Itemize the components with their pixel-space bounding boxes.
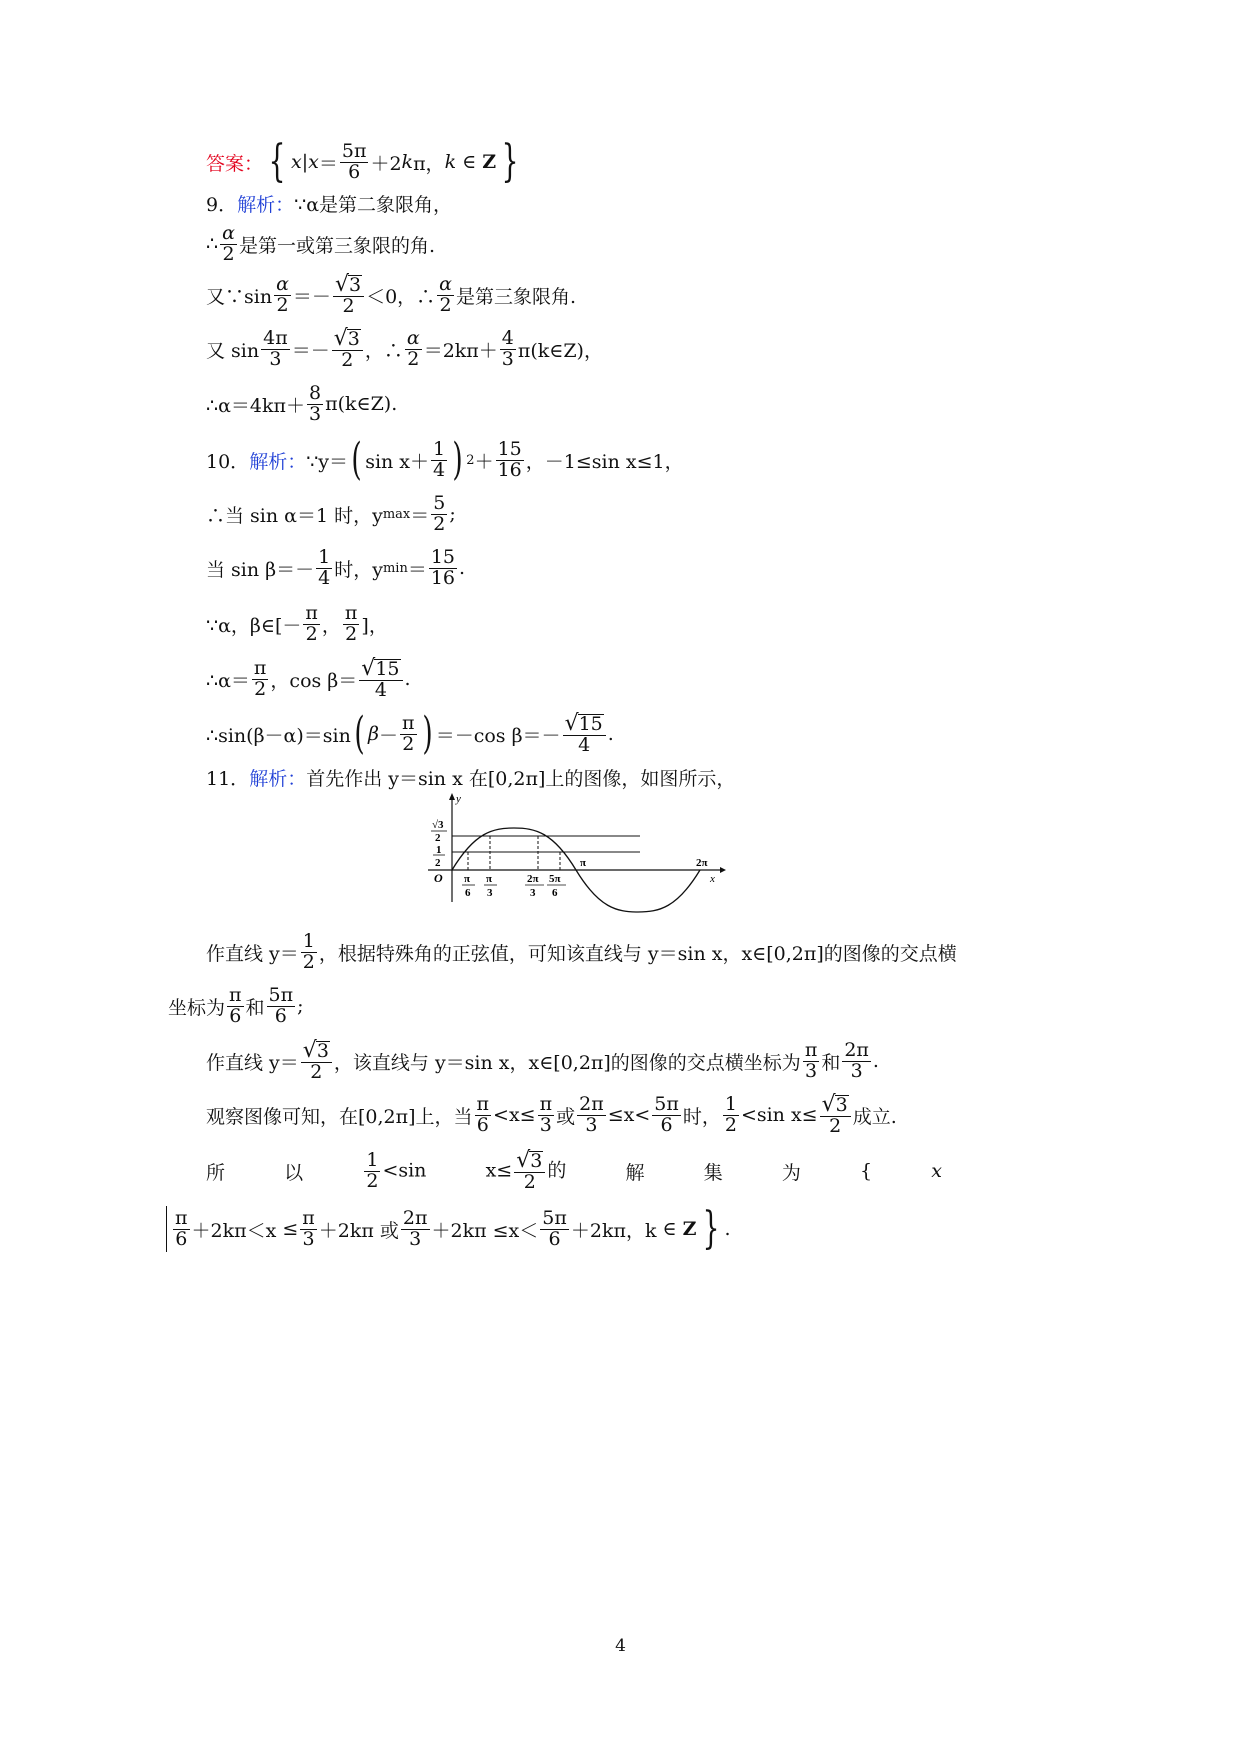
text: ＝－: [292, 285, 331, 308]
svg-text:2π: 2π: [527, 873, 539, 885]
left-brace: {: [268, 136, 286, 187]
q11-para-4: 所 以 $\frac{1}{2}$ <sin x≤ √ 3 2 的 解 集 为 { x: [206, 1148, 942, 1193]
subscript: min: [382, 560, 408, 576]
svg-text:2: 2: [435, 857, 441, 869]
text: 时，: [682, 1105, 721, 1128]
text: 为: [781, 1161, 801, 1184]
q10-line-4: ∵α，β∈[－ $\frac{\pi}{2}$ ， $\frac{\pi}{2}$ ]，: [206, 602, 388, 645]
svg-text:O: O: [434, 871, 443, 885]
q9-line-1: [206, 190, 452, 217]
q9-line-5: ∴α＝4kπ＋ $\frac{8}{3}$ π(k∈Z).: [206, 382, 398, 425]
text: 作直线 y＝: [206, 942, 299, 965]
text: ＋2kπ，k: [570, 1219, 657, 1242]
question-number: 9．: [206, 194, 238, 216]
text: {: [860, 1160, 873, 1183]
svg-text:6: 6: [465, 887, 471, 899]
text: ∴sin(β－α)＝sin: [206, 724, 351, 747]
text: ∈: [662, 1218, 677, 1240]
text: ＝－: [291, 339, 330, 362]
text: ＋2kπ 或: [318, 1219, 399, 1242]
text: ∵α是第二象限角，: [294, 194, 453, 216]
text: 作直线 y＝: [206, 1051, 299, 1074]
svg-text:3: 3: [530, 887, 536, 899]
question-number: 10．: [206, 450, 250, 473]
text: ≤: [282, 1218, 299, 1240]
text: 和: [245, 996, 265, 1019]
text: ，该直线与 y＝sin x，x∈[0,2π]的图像的交点横坐标为: [333, 1051, 801, 1074]
text: ＋2kπ＜x: [191, 1219, 277, 1242]
text: ≤x<: [607, 1104, 651, 1127]
question-number: 11．: [206, 768, 250, 790]
text: 或: [556, 1105, 576, 1128]
q9-line-3: 又∵sin $\frac{\alpha}{2}$ ＝－ √ 3 2 ＜0，∴ $\frac{\alpha}{2}$ 是第三象限角.: [206, 272, 577, 317]
text: ≤x＜: [492, 1219, 539, 1242]
text: ∵α，β∈[－: [206, 614, 302, 637]
svg-text:π: π: [486, 873, 493, 885]
text: ，根据特殊角的正弦值，可知该直线与 y＝sin x，x∈[0,2π]的图像的交点横: [318, 942, 957, 965]
text: 观察图像可知，在[0,2π]上，当: [206, 1105, 473, 1128]
text: ＋2kπ: [431, 1219, 487, 1242]
solution-label: 解析：: [249, 450, 307, 473]
text: <sin: [382, 1159, 427, 1182]
text: π(k∈Z)，: [517, 339, 603, 362]
text: 是第三象限角.: [456, 285, 577, 308]
text: x≤: [485, 1159, 513, 1182]
text: 解: [625, 1161, 645, 1184]
text: 又∵sin: [206, 285, 273, 308]
text: ＝: [407, 558, 427, 581]
q11-para-1: 作直线 y＝ $\frac{1}{2}$ ，根据特殊角的正弦值，可知该直线与 y＝sin x，x∈[0,2π]的图像的交点横: [206, 930, 957, 973]
subscript: max: [382, 506, 411, 522]
svg-text:y: y: [456, 793, 461, 805]
text: ＝: [410, 504, 430, 527]
answer-label: 答案：: [206, 152, 264, 175]
svg-text:2π: 2π: [696, 857, 708, 869]
q11-line-1: [206, 764, 735, 791]
text: 又 sin: [206, 339, 260, 362]
right-brace: }: [501, 136, 519, 187]
text: sin x＋: [365, 450, 430, 473]
text: ＜0，∴: [366, 285, 436, 308]
text: ，－1≤sin x≤1，: [525, 450, 684, 473]
svg-text:6: 6: [552, 887, 558, 899]
q9-line-2: ∴ $\frac{\alpha}{2}$ 是第一或第三象限的角.: [206, 222, 435, 265]
text: 坐标为: [168, 996, 226, 1019]
q11-para-5: $\frac{\pi}{6}$ ＋2kπ＜x ≤ $\frac{\pi}{3}$ ＋2kπ 或 $\frac{2\pi}{3}$ ＋2kπ ≤x＜ $\frac{5\pi}{6}$ ＋2kπ，k ∈ Z } .: [166, 1206, 731, 1252]
text: 成立.: [852, 1105, 897, 1128]
q10-line-6: ∴sin(β－α)＝sin ( β － $\frac{\pi}{2}$ ) ＝－cos β＝－ √ 15 4 .: [206, 708, 614, 759]
text: ∴α＝: [206, 669, 250, 692]
sine-graph-figure: [420, 790, 730, 920]
text: 的: [547, 1159, 567, 1182]
q9-line-4: 又 sin $\frac{4\pi}{3}$ ＝－ √ 3 2 ，∴ $\frac{\alpha}{2}$ ＝2kπ＋ $\frac{4}{3}$ π(k∈Z)，: [206, 326, 603, 371]
svg-text:π: π: [464, 873, 471, 885]
q10-line-2: ∴当 sin α＝1 时，y max ＝ $\frac{5}{2}$ ;: [206, 492, 456, 535]
svg-text:π: π: [580, 857, 587, 869]
text: 当 sin β＝－: [206, 558, 315, 581]
y-axis-arrow: [449, 793, 455, 800]
svg-text:3: 3: [487, 887, 493, 899]
svg-text:2: 2: [435, 832, 441, 844]
text: 和: [821, 1051, 841, 1074]
text: 所: [206, 1161, 226, 1184]
text: ∴α＝4kπ＋: [206, 394, 306, 417]
q10-line-1: 10． 解析： ∵y＝ ( sin x＋ $\frac{1}{4}$ ) 2 ＋ $\frac{15}{16}$ ，－1≤sin x≤1，: [206, 434, 684, 485]
text: ＝－cos β＝－: [435, 724, 561, 747]
text: x: [931, 1160, 942, 1183]
solution-label: 解析：: [237, 194, 295, 216]
text: 以: [284, 1161, 304, 1184]
svg-text:√3: √3: [432, 819, 444, 831]
text: ∴当 sin α＝1 时，y: [206, 504, 383, 527]
fraction: $\frac{5\pi}{6}$: [341, 139, 367, 183]
text: Z: [682, 1218, 697, 1240]
text: 首先作出 y＝sin x 在[0,2π]上的图像，如图所示，: [306, 768, 736, 790]
q11-para-1-cont: 坐标为 $\frac{\pi}{6}$ 和 $\frac{5\pi}{6}$ ;: [168, 984, 304, 1027]
svg-text:5π: 5π: [549, 873, 561, 885]
svg-text:1: 1: [436, 844, 442, 856]
text: <sin x≤: [740, 1104, 818, 1127]
text: 时，y: [334, 558, 383, 581]
answer-line: 答案： { x | x ＝ $\frac{5\pi}{6}$ ＋2 k π， k ∈ Z }: [206, 136, 519, 187]
q11-para-3: 观察图像可知，在[0,2π]上，当 $\frac{\pi}{6}$ <x≤ $\frac{\pi}{3}$ 或 $\frac{2\pi}{3}$ ≤x< $\frac{5\pi}{6}$ 时， $\frac{1}{2}$ <sin x≤ √ 3 2 成立.: [206, 1092, 897, 1137]
q11-para-2: 作直线 y＝ √ 3 2 ，该直线与 y＝sin x，x∈[0,2π]的图像的交点横坐标为 $\frac{\pi}{3}$ 和 $\frac{2\pi}{3}$ .: [206, 1038, 879, 1083]
svg-text:x: x: [710, 873, 715, 885]
text: 是第一或第三象限的角.: [238, 234, 435, 257]
text: ，cos β＝: [270, 669, 358, 692]
text: ，∴: [364, 339, 403, 362]
text: <x≤: [493, 1104, 536, 1127]
text: 集: [703, 1161, 723, 1184]
solution-label: 解析：: [249, 768, 307, 790]
text: π(k∈Z).: [325, 393, 398, 416]
text: ∵y＝: [306, 450, 349, 473]
page-number: 4: [615, 1636, 626, 1656]
text: ＋: [474, 450, 494, 473]
q10-line-3: 当 sin β＝－ $\frac{1}{4}$ 时，y min ＝ $\frac{15}{16}$ .: [206, 546, 466, 589]
text: ＝2kπ＋: [423, 339, 498, 362]
x-axis-arrow: [720, 867, 726, 873]
q10-line-5: ∴α＝ $\frac{\pi}{2}$ ，cos β＝ √ 15 4 .: [206, 656, 411, 701]
